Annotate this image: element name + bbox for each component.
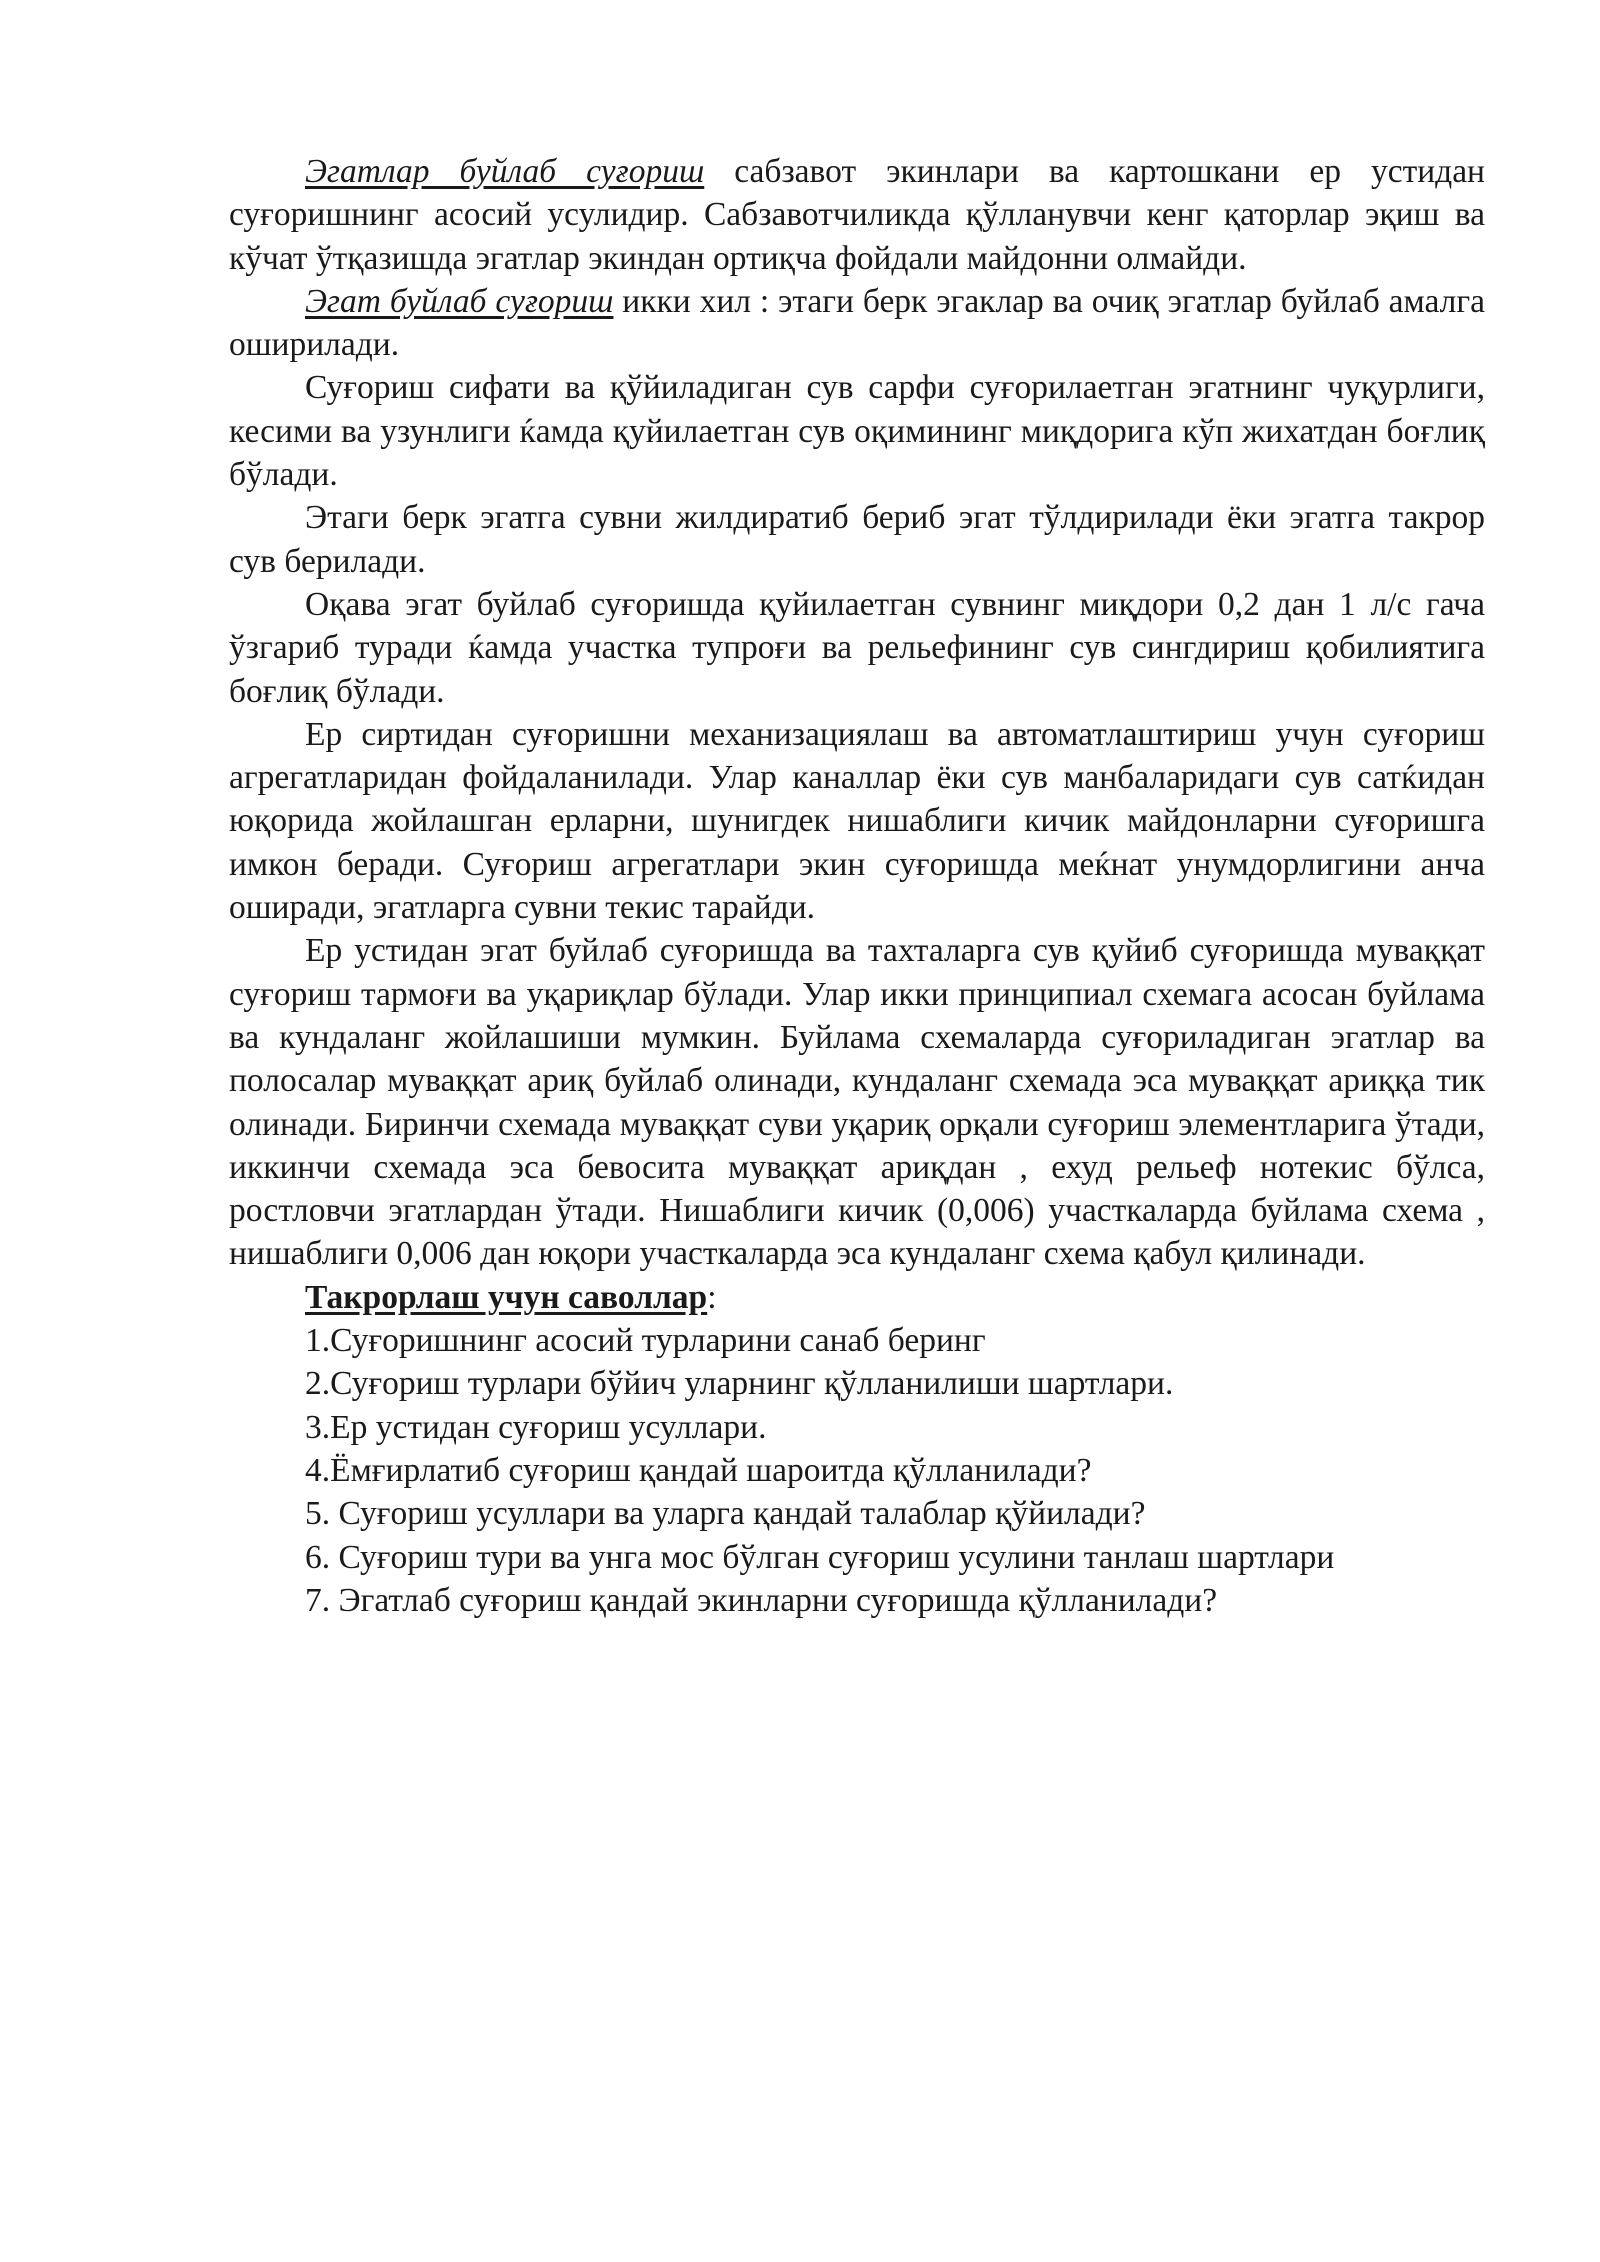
paragraph-irrigation-quality [229,366,1485,496]
paragraph-text: Этаги берк эгатга сувни жилдиратиб бериб эгат тўлдирилади ёки эгатга такрор сув берилади. [229,499,1485,580]
paragraph-furrow-types [229,280,1485,367]
review-questions-heading [229,1276,1485,1319]
question-item: 7. Эгатлаб суғориш қандай экинларни суғоришда қўлланилади? [305,1581,1218,1619]
paragraph-furrow-irrigation [229,150,1485,280]
paragraph-lead-term: Эгатлар буйлаб суғориш [305,153,705,190]
question-item: 6. Суғориш тури ва унга мос бўлган суғориш усулини танлаш шартлари [305,1538,1335,1576]
review-questions-list [229,1319,1485,1622]
question-item: 2.Суғориш турлари бўйич уларнинг қўлланилиши шартлари. [305,1365,1174,1403]
document-page [229,150,1485,1622]
paragraph-text: Ер устидан эгат буйлаб суғоришда ва тахталарга сув қуйиб суғоришда муваққат суғориш тармоғи ва уқариқлар бўлади. Улар икки принципиал схемага асосан буйлама ва кундаланг жойлашиши мумкин. Буйлама схемаларда суғориладиган эгатлар ва полосалар муваққат ариқ буйлаб олинади, кундаланг схемада эса муваққат ариққа тик олинади. Биринчи схемада муваққат суви уқариқ орқали суғориш элементларига ўтади, иккинчи схемада эса бевосита муваққат ариқдан , ехуд рельеф нотекис бўлса, ростловчи эгатлардан ўтади. Нишаблиги кичик (0,006) участкаларда буйлама схема , нишаблиги 0,006 дан юқори участкаларда эса кундаланг схема қабул қилинади. [229,932,1485,1273]
question-item: 3.Ер устидан суғориш усуллари. [305,1408,767,1446]
paragraph-text: сабзавот экинлари ва картошкани ер устидан суғоришнинг асосий усулидир. Сабзавотчиликда қўлланувчи кенг қаторлар эқиш ва кўчат ўтқазишда эгатлар экиндан ортиқча фойдали майдонни олмайди. [229,153,1485,277]
paragraph-temporary-network [229,929,1485,1275]
review-questions-title: Такрорлаш учун саволлар [305,1278,708,1316]
paragraph-text: Ер сиртидан суғоришни механизациялаш ва автоматлаштириш учун суғориш агрегатларидан фойдаланилади. Улар каналлар ёки сув манбаларидаги сув сатќидан юқорида жойлашган ерларни, шунигдек нишаблиги кичик майдонларни суғоришга имкон беради. Суғориш агрегатлари экин суғоришда меќнат унумдорлигини анча оширади, эгатларга сувни текис тарайди. [229,715,1485,927]
paragraph-closed-furrow [229,496,1485,583]
paragraph-mechanization [229,713,1485,929]
question-item: 1.Суғоришнинг асосий турларини санаб беринг [305,1322,986,1360]
question-item: 4.Ёмғирлатиб суғориш қандай шароитда қўлланилади? [305,1451,1092,1489]
paragraph-lead-term: Эгат буйлаб суғориш [305,282,614,320]
paragraph-text: Оқава эгат буйлаб суғоришда қуйилаетган сувнинг миқдори 0,2 дан 1 л/с гача ўзгариб туради ќамда участка тупроғи ва рельефининг сув сингдириш қобилиятига боғлиқ бўлади. [229,585,1485,710]
paragraph-text: Суғориш сифати ва қўйиладиган сув сарфи суғорилаетган эгатнинг чуқурлиги, кесими ва узунлиги ќамда қуйилаетган сув оқимининг миқдорига кўп жихатдан боғлиқ бўлади. [229,369,1485,494]
paragraph-open-furrow [229,583,1485,713]
review-questions-colon: : [707,1278,717,1316]
question-item: 5. Суғориш усуллари ва уларга қандай талаблар қўйилади? [305,1495,1146,1533]
paragraph-text: икки хил : этаги берк эгаклар ва очиқ эгатлар буйлаб амалга оширилади. [229,282,1485,364]
